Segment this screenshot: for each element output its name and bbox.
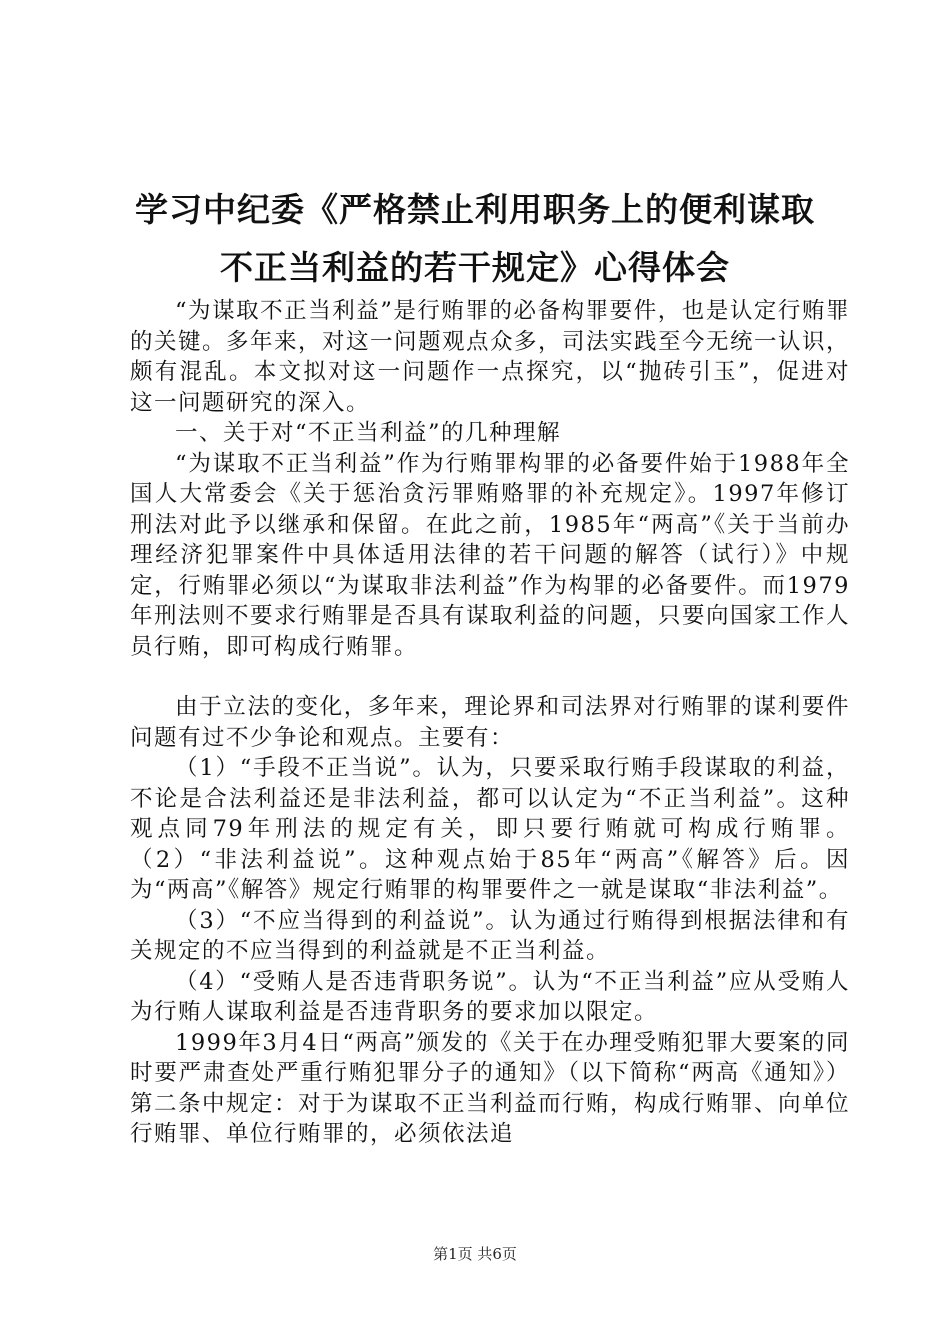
document-body xyxy=(130,296,850,1150)
section-heading: 一、关于对“不正当利益”的几种理解 xyxy=(175,420,562,446)
paragraph-notice: 1999年3月4日“两高”颁发的《关于在办理受贿犯罪大要案的同时要严肃查处严重行贿犯罪分子的通知》（以下简称“两高《通知》）第二条中规定：对于为谋取不正当利益而行贿，构成行贿罪、向单位行贿罪、单位行贿罪的，必须依法追 xyxy=(130,1029,851,1147)
document-title-line-2: 不正当利益的若干规定》心得体会 xyxy=(220,248,730,287)
paragraph-view-3: （3）“不应当得到的利益说”。认为通过行贿得到根据法律和有关规定的不应当得到的利益就是不正当利益。 xyxy=(130,907,850,964)
paragraph-view-1-2: （1）“手段不正当说”。认为，只要采取行贿手段谋取的利益，不论是合法利益还是非法利益，都可以认定为“不正当利益”。这种观点同79年刑法的规定有关，即只要行贿就可构成行贿罪。（2）“非法利益说”。这种观点始于85年“两高”《解答》后。因为“两高”《解答》规定行贿罪的构罪要件之一就是谋取“非法利益”。 xyxy=(130,755,850,903)
paragraph-history: “为谋取不正当利益”作为行贿罪构罪的必备要件始于1988年全国人大常委会《关于惩治贪污罪贿赂罪的补充规定》。1997年修订刑法对此予以继承和保留。在此之前，1985年“两高”《关于当前办理经济犯罪案件中具体适用法律的若干问题的解答（试行）》中规定，行贿罪必须以“为谋取非法利益”作为构罪的必备要件。而1979年刑法则不要求行贿罪是否具有谋取利益的问题，只要向国家工作人员行贿，即可构成行贿罪。 xyxy=(130,450,851,660)
paragraph-intro: “为谋取不正当利益”是行贿罪的必备构罪要件，也是认定行贿罪的关键。多年来，对这一问题观点众多，司法实践至今无统一认识，颇有混乱。本文拟对这一问题作一点探究，以“抛砖引玉”，促进对这一问题研究的深入。 xyxy=(130,298,851,416)
page-number-footer: 第1页 共6页 xyxy=(433,1245,517,1263)
paragraph-view-4: （4）“受贿人是否违背职务说”。认为“不正当利益”应从受贿人为行贿人谋取利益是否违背职务的要求加以限定。 xyxy=(130,968,850,1025)
paragraph-views-intro: 由于立法的变化，多年来，理论界和司法界对行贿罪的谋利要件问题有过不少争论和观点。主要有： xyxy=(130,694,850,751)
document-title-line-1: 学习中纪委《严格禁止利用职务上的便利谋取 xyxy=(135,190,815,229)
